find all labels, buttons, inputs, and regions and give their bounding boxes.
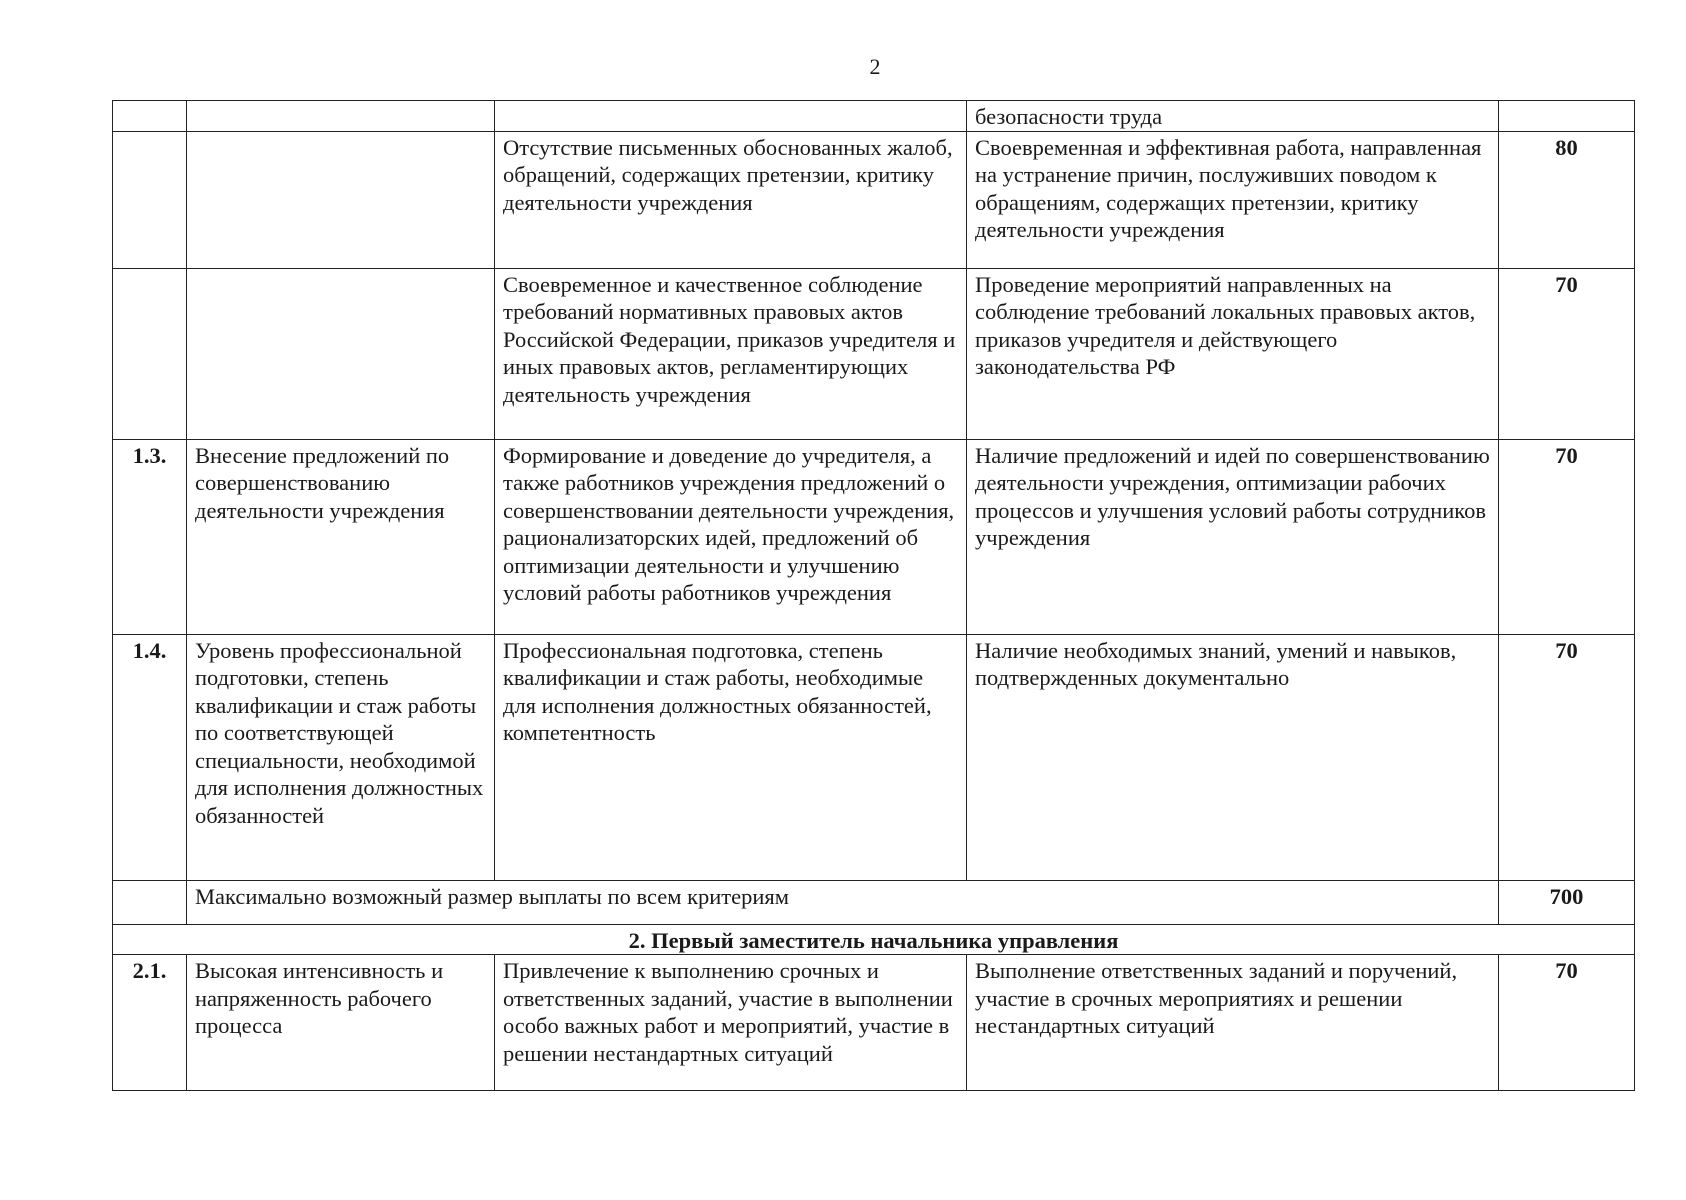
indicator-cell: Своевременное и качественное соблюдение требований нормативных правовых актов Российской Федерации, приказов учредителя и иных правовых актов, регламентирующих деятельность учреждения bbox=[495, 268, 967, 439]
points-cell: 70 bbox=[1499, 268, 1635, 439]
points-cell bbox=[1499, 101, 1635, 132]
indicator-cell: Профессиональная подготовка, степень квалификации и стаж работы, необходимые для исполнения должностных обязанностей, компетентность bbox=[495, 634, 967, 880]
criterion-cell: Уровень профессиональной подготовки, степень квалификации и стаж работы по соответствующей специальности, необходимой для исполнения должностных обязанностей bbox=[187, 634, 495, 880]
criterion-cell bbox=[187, 268, 495, 439]
row-number bbox=[113, 268, 187, 439]
total-row bbox=[113, 880, 1635, 924]
table-row bbox=[113, 101, 1635, 132]
table-row bbox=[113, 439, 1635, 634]
criterion-cell: Высокая интенсивность и напряженность рабочего процесса bbox=[187, 955, 495, 1091]
row-number: 1.3. bbox=[113, 439, 187, 634]
condition-cell: Своевременная и эффективная работа, направленная на устранение причин, послуживших поводом к обращениям, содержащих претензии, критику деятельности учреждения bbox=[967, 131, 1499, 268]
table-row bbox=[113, 634, 1635, 880]
criterion-cell bbox=[187, 101, 495, 132]
indicator-cell: Формирование и доведение до учредителя, а также работников учреждения предложений о совершенствовании деятельности учреждения, рационализаторских идей, предложений об оптимизации деятельности и улучшению условий работы работников учреждения bbox=[495, 439, 967, 634]
points-cell: 70 bbox=[1499, 439, 1635, 634]
row-number: 2.1. bbox=[113, 955, 187, 1091]
indicator-cell: Привлечение к выполнению срочных и ответственных заданий, участие в выполнении особо важных работ и мероприятий, участие в решении нестандартных ситуаций bbox=[495, 955, 967, 1091]
indicator-cell bbox=[495, 101, 967, 132]
page-number: 2 bbox=[869, 54, 881, 79]
condition-cell: Наличие необходимых знаний, умений и навыков, подтвержденных документально bbox=[967, 634, 1499, 880]
condition-cell: Проведение мероприятий направленных на соблюдение требований локальных правовых актов, приказов учредителя и действующего законодательства РФ bbox=[967, 268, 1499, 439]
row-number bbox=[113, 131, 187, 268]
criteria-table bbox=[112, 100, 1635, 1091]
indicator-cell: Отсутствие письменных обоснованных жалоб, обращений, содержащих претензии, критику деятельности учреждения bbox=[495, 131, 967, 268]
points-cell: 70 bbox=[1499, 634, 1635, 880]
condition-cell: безопасности труда bbox=[967, 101, 1499, 132]
section-heading-row bbox=[113, 924, 1635, 955]
row-number bbox=[113, 101, 187, 132]
table-row bbox=[113, 955, 1635, 1091]
table-row bbox=[113, 131, 1635, 268]
points-cell: 80 bbox=[1499, 131, 1635, 268]
condition-cell: Выполнение ответственных заданий и поручений, участие в срочных мероприятиях и решении нестандартных ситуаций bbox=[967, 955, 1499, 1091]
criterion-cell: Внесение предложений по совершенствованию деятельности учреждения bbox=[187, 439, 495, 634]
section-heading: 2. Первый заместитель начальника управления bbox=[113, 924, 1635, 955]
table-row bbox=[113, 268, 1635, 439]
row-number: 1.4. bbox=[113, 634, 187, 880]
condition-cell: Наличие предложений и идей по совершенствованию деятельности учреждения, оптимизации рабочих процессов и улучшения условий работы сотрудников учреждения bbox=[967, 439, 1499, 634]
criterion-cell bbox=[187, 131, 495, 268]
total-label: Максимально возможный размер выплаты по всем критериям bbox=[187, 880, 1499, 924]
points-cell: 70 bbox=[1499, 955, 1635, 1091]
total-number-cell bbox=[113, 880, 187, 924]
total-points: 700 bbox=[1499, 880, 1635, 924]
